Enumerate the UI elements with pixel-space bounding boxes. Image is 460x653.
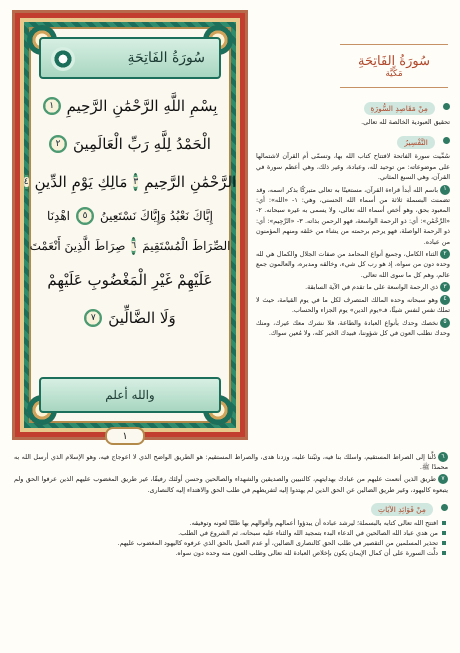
bottom-banner-text: والله أعلم bbox=[105, 388, 155, 402]
verse-line-2 bbox=[41, 125, 219, 163]
lesson-item: دلَّت السورة على أن كمال الإيمان يكون بإخلاص العبادة لله تعالى وطلب العون منه وحده دون سواه. bbox=[14, 548, 448, 558]
lesson-item: افتتح الله تعالى كتابه بالبسملة؛ ليرشد عباده أن يبدؤوا أعمالهم وأقوالهم بها طلبًا لعونه وتوفيقه. bbox=[14, 518, 448, 528]
ayah-number-icon: ٢ bbox=[49, 135, 67, 153]
mushaf-frame bbox=[12, 10, 248, 440]
bottom-commentary bbox=[14, 452, 448, 559]
verse-text: إِيَّاكَ نَعْبُدُ وَإِيَّاكَ نَسْتَعِينُ bbox=[100, 209, 213, 223]
objectives-section bbox=[256, 96, 450, 127]
tafsir-ayah-4 bbox=[256, 295, 450, 316]
verse-text: بِسْمِ اللَّهِ الرَّحْمَٰنِ الرَّحِيمِ bbox=[66, 97, 218, 115]
tafsir-section bbox=[256, 130, 450, 338]
verse-text: الرَّحْمَٰنِ الرَّحِيمِ bbox=[144, 173, 237, 191]
tafsir-ayah-4-text: وهو سبحانه وحده المالك المتصرف لكل ما في يوم القيامة، حيث لا تملك نفس لنفس شيئًا، فـ«يوم الدين» يوم الجزاء والحساب. bbox=[256, 295, 450, 315]
bullet-icon bbox=[441, 504, 448, 511]
tafsir-tag: التَّفْسِيرُ bbox=[397, 136, 435, 149]
ayah-number-icon: ٤ bbox=[24, 173, 29, 191]
surah-title-banner bbox=[39, 37, 221, 79]
bullet-icon bbox=[443, 103, 450, 110]
ayah-5-marker-icon: ٥ bbox=[440, 318, 450, 328]
divider bbox=[340, 44, 448, 45]
ayah-number-icon: ٧ bbox=[84, 309, 102, 327]
verse-line-6 bbox=[41, 261, 219, 299]
ayah-4-marker-icon: ٤ bbox=[440, 295, 450, 305]
surah-header bbox=[340, 44, 448, 88]
tafsir-ayah-6-text: دُلَّنا إلى الصراط المستقيم، واسلك بنا فيه، وثبّتنا عليه، وزدنا هدى، والصراط المستقيم: هو الطريق الواضح الذي لا اعوجاج فيه، وهو الإسلام الذي أرسل الله به محمدًا ﷺ. bbox=[14, 453, 448, 472]
ayah-7-marker-icon: ٧ bbox=[438, 474, 448, 484]
tafsir-ayah-5 bbox=[256, 318, 450, 339]
tafsir-intro: سُمِّيت سورة الفاتحة لافتتاح كتاب الله بها، وتسمّى أم القرآن لاشتمالها على موضوعاته: من توحيد لله، وعبادة، وغير ذلك، وهي أعظم سورة في القرآن، وهي السبع المثاني. bbox=[256, 152, 450, 182]
verse-line-4 bbox=[41, 201, 219, 231]
ayah-1-marker-icon: ١ bbox=[440, 185, 450, 195]
objectives-text: تحقيق العبودية الخالصة لله تعالى. bbox=[361, 118, 450, 126]
commentary-column bbox=[256, 96, 450, 338]
ayah-number-icon: ٣ bbox=[133, 173, 138, 191]
tafsir-ayah-3-text: ذي الرحمة الواسعة على ما تقدم في الآية السابقة. bbox=[305, 283, 438, 292]
verse-text: صِرَاطَ الَّذِينَ أَنْعَمْتَ bbox=[29, 239, 126, 253]
verses bbox=[23, 87, 237, 371]
tafsir-ayah-6 bbox=[14, 452, 448, 472]
banner-ornament-icon bbox=[51, 47, 75, 71]
verse-line-3 bbox=[23, 163, 237, 201]
ayah-number-icon: ٦ bbox=[131, 237, 136, 255]
verse-text: مَالِكِ يَوْمِ الدِّينِ bbox=[34, 173, 128, 191]
lesson-item: من هدي عباد الله الصالحين في الدعاء البدء بتمجيد الله والثناء عليه سبحانه، ثم الشروع في الطلب. bbox=[14, 528, 448, 538]
tafsir-ayah-3 bbox=[256, 282, 450, 292]
verse-text: عَلَيْهِمْ غَيْرِ الْمَغْضُوبِ عَلَيْهِمْ bbox=[47, 271, 213, 289]
bullet-icon bbox=[443, 137, 450, 144]
surah-title: سُورَةُ الفَاتِحَةِ bbox=[127, 50, 205, 66]
surah-name: سُورَةُ الفَاتِحَةِ bbox=[358, 53, 430, 69]
ayah-6-marker-icon: ٦ bbox=[438, 452, 448, 462]
tafsir-ayah-2 bbox=[256, 249, 450, 280]
lessons-tag: مِنْ فَوَائِدِ الآيَاتِ bbox=[371, 503, 433, 516]
verse-text: الْحَمْدُ لِلَّهِ رَبِّ الْعَالَمِينَ bbox=[73, 135, 211, 153]
verse-line-5 bbox=[29, 231, 231, 261]
verse-text: وَلَا الضَّالِّينَ bbox=[108, 309, 176, 327]
tafsir-ayah-1-text: باسم الله أبدأ قراءة القرآن، مستعينًا به تعالى متبركًا بذكر اسمه، وقد تضمنت البسملة ثلاثة من أسماء الله الحسنى، وهي: ١- «الله»: أي: المعبود بحق، وهو أخص أسماء الله تعالى، ولا يسمى به غيره سبحانه. ٢- «الرَّحْمَٰن»: أي: ذو الرحمة الواسعة، فهو الرحمن بذاته. ٣- «الرَّحِيم»: أي: ذو الرحمة الواصلة، فهو يرحم برحمته من يشاء من خلقه ومنهم المؤمنون من عباده. bbox=[256, 185, 450, 246]
surah-type: مَكِّيَّة bbox=[385, 68, 403, 79]
bottom-banner bbox=[39, 377, 221, 413]
ayah-number-icon: ٥ bbox=[76, 207, 94, 225]
ayah-number-icon: ١ bbox=[43, 97, 61, 115]
lessons-header bbox=[14, 497, 448, 516]
objectives-tag: مِنْ مَقَاصِدِ السُّورَةِ bbox=[364, 102, 435, 115]
verse-line-7 bbox=[41, 299, 219, 337]
tafsir-ayah-7 bbox=[14, 474, 448, 494]
ayah-3-marker-icon: ٣ bbox=[440, 282, 450, 292]
verse-text: الصِّرَاطَ الْمُسْتَقِيمَ bbox=[142, 239, 231, 253]
tafsir-ayah-5-text: نخصك وحدك بأنواع العبادة والطاعة، فلا نشرك معك غيرك، ومنك وحدك نطلب العون في كل شؤوننا، فبيدك الخير كله، ولا مُعين سواك. bbox=[256, 318, 450, 337]
mushaf-page bbox=[23, 27, 237, 423]
verse-text: اهْدِنَا bbox=[47, 209, 71, 223]
tafsir-ayah-2-text: الثناء الكامل، وجميع أنواع المحامد من صفات الجلال والكمال هي لله وحده دون من سواه، إذ هو رب كل شيء، وخالقه ومدبره، والعالمون جمع عالم، وهم كل ما سوى الله تعالى. bbox=[256, 250, 450, 279]
tafsir-ayah-7-text: طريق الذين أنعمت عليهم من عبادك بهدايتهم، كالنبيين والصديقين والشهداء والصالحين وحسن أولئك رفيقًا، غير طريق المغضوب عليهم الذين عرفوا الحق ولم يتبعوه كاليهود، وغير طريق الضالين عن الحق الذين لم يهتدوا إليه لتفريطهم في طلب الحق والاهتداء إليه كالنصارى. bbox=[14, 475, 448, 494]
ayah-2-marker-icon: ٢ bbox=[440, 249, 450, 259]
tafsir-ayah-1 bbox=[256, 185, 450, 247]
verse-line-1 bbox=[41, 87, 219, 125]
divider bbox=[340, 87, 448, 88]
page-number: ١ bbox=[105, 427, 145, 445]
lesson-item: تحذير المسلمين من التقصير في طلب الحق كالنصارى الضالين، أو عدم العمل بالحق الذي عرفوه كاليهود المغضوب عليهم. bbox=[14, 538, 448, 548]
